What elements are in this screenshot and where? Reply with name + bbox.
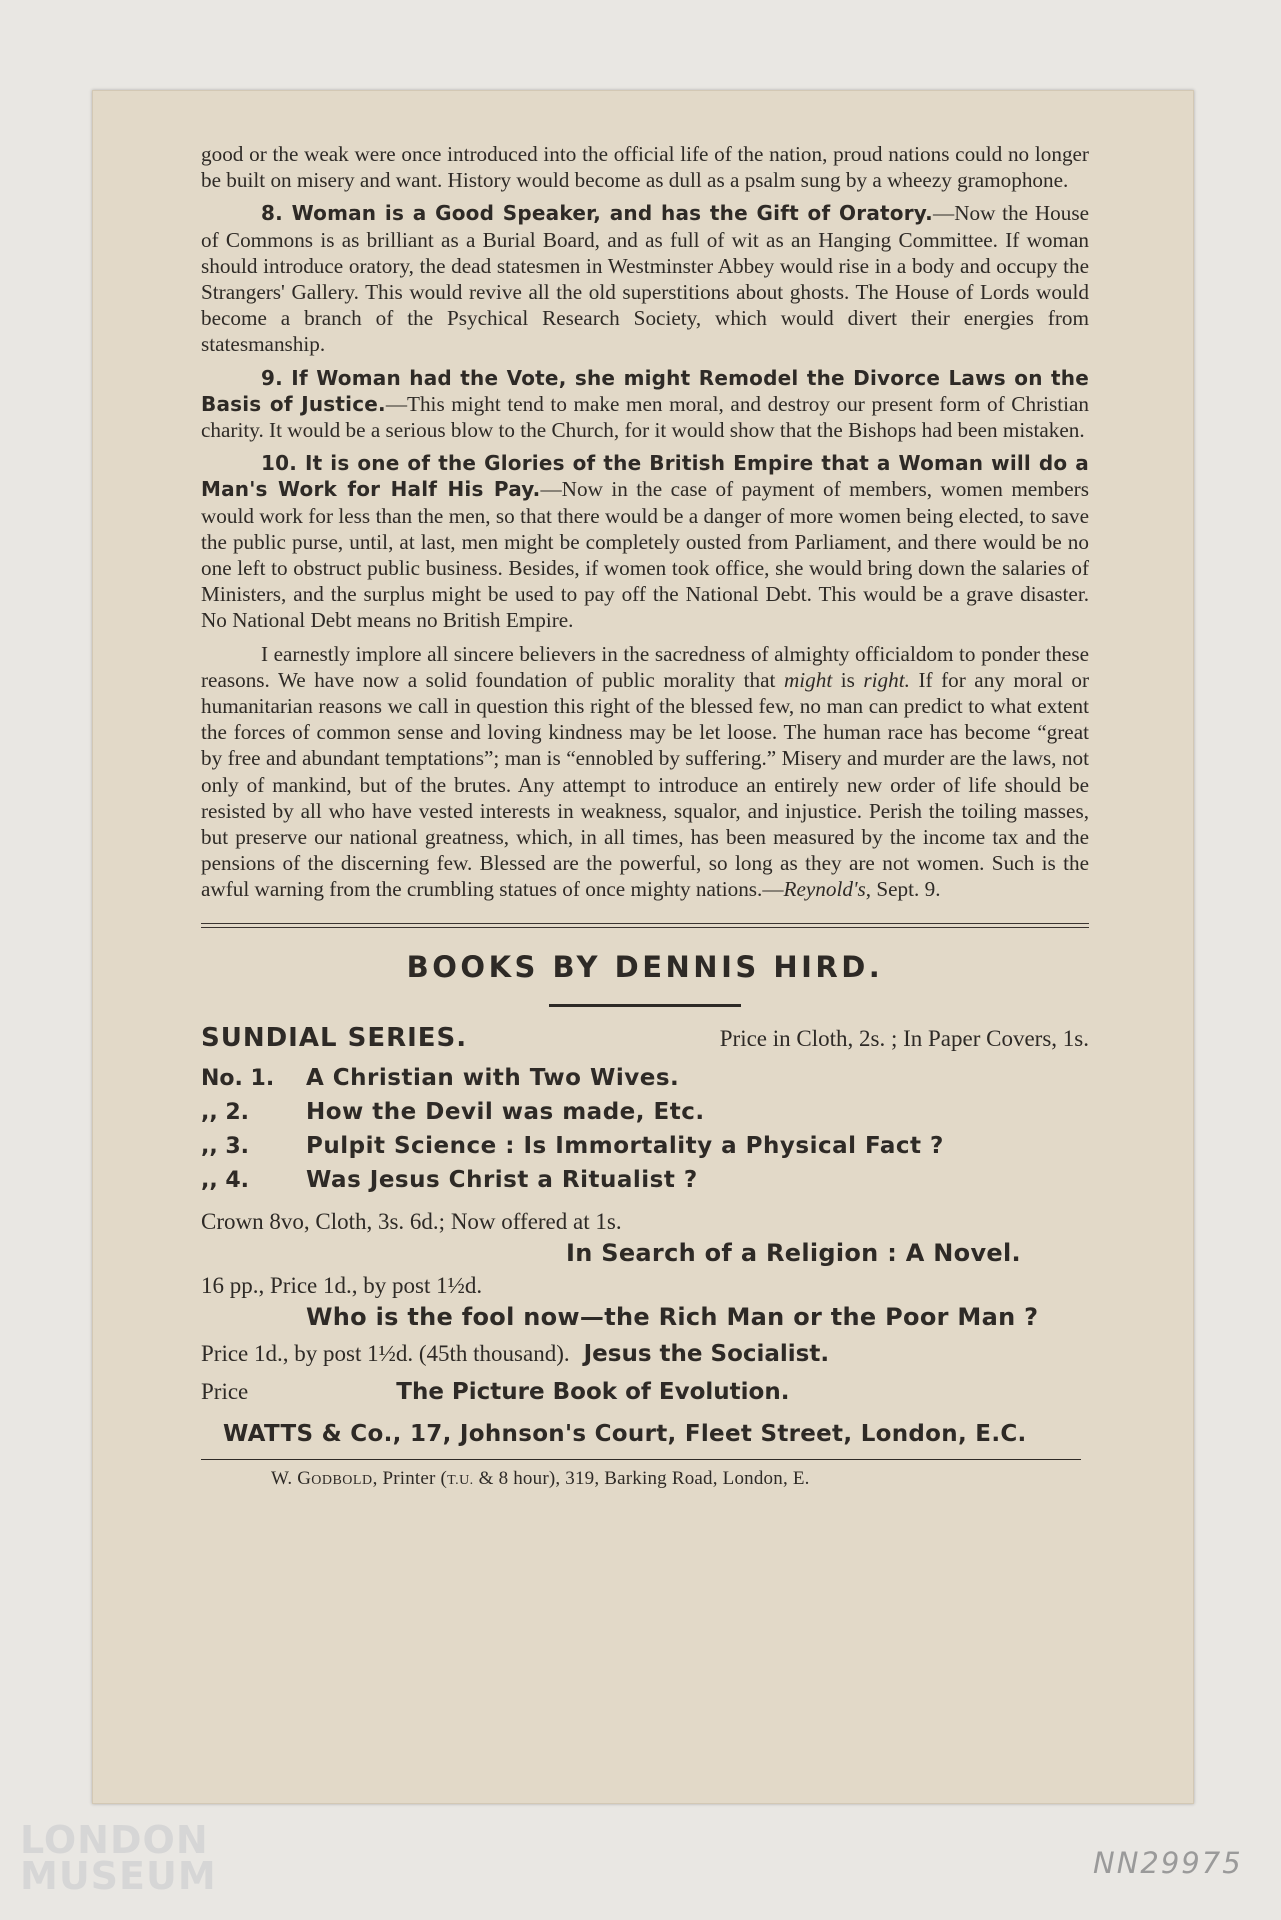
picture-book-price-label: Price xyxy=(201,1378,249,1404)
paragraph-9 xyxy=(201,365,1089,444)
pamphlet-title: Who is the fool now—the Rich Man or the Poor Man ? xyxy=(306,1302,1039,1331)
printer-imprint xyxy=(201,1468,1089,1490)
socialist-title: Jesus the Socialist. xyxy=(583,1340,830,1367)
heading-underline xyxy=(549,1004,741,1007)
italic-right: right. xyxy=(863,667,910,692)
picture-book-line xyxy=(201,1379,1089,1405)
closing-text-b: If for any moral or humanitarian reasons we call in question this right of the blessed few, no man can predict to what extent the forces of common sense and loving kindness may be let loose. The human race has become “great by free and abundant temptations”; man is “ennobled by suffering.” Misery and murder are the laws, not only of mankind, but of the brutes. Any attempt to introduce an entirely new order of life should be resisted by all who have vested interests in weakness, squalor, and injustice. Perish the toiling masses, but preserve our national greatness, which, in all times, has been measured by the income tax and the pensions of the discerning few. Blessed are the powerful, so long as they are not women. Such is the awful warning from the crumbling statues of once mighty nations.— xyxy=(201,667,1090,902)
paragraph-8-heading: 8. Woman is a Good Speaker, and has the Gift of Oratory. xyxy=(261,201,933,226)
item-title: A Christian with Two Wives. xyxy=(306,1064,680,1091)
source-date: , Sept. 9. xyxy=(865,877,941,902)
paragraph-8 xyxy=(201,200,1089,357)
italic-might: might xyxy=(783,667,833,692)
printer-text-2: & 8 hour), 319, Barking Road, London, E. xyxy=(473,1467,810,1489)
item-number: ,, 2. xyxy=(201,1099,250,1125)
item-number: ,, 4. xyxy=(201,1167,250,1193)
printer-initial: W. G xyxy=(271,1467,312,1489)
double-rule-divider xyxy=(201,923,1089,928)
item-number: ,, 3. xyxy=(201,1133,250,1159)
source-citation: Reynold's xyxy=(783,877,866,902)
closing-text-a: I earnestly implore all sincere believers in the sacredness of almighty officialdom to ponder these reasons. We have now a solid foundation of public morality that xyxy=(201,641,1089,692)
item-title: Was Jesus Christ a Ritualist ? xyxy=(306,1166,698,1193)
crown-edition-line: Crown 8vo, Cloth, 3s. 6d.; Now offered at 1s. xyxy=(201,1208,622,1234)
series-header xyxy=(201,1023,1089,1053)
series-price: Price in Cloth, 2s. ; In Paper Covers, 1s. xyxy=(719,1025,1089,1051)
series-item xyxy=(201,1099,1089,1133)
series-name: SUNDIAL SERIES. xyxy=(201,1022,468,1053)
series-item xyxy=(201,1167,1089,1201)
logo-line-1: LONDON xyxy=(20,1818,209,1862)
paragraph-8-text: —Now the House of Commons is as brilliant as a Burial Board, and as full of wit as an Hanging Committee. If woman should introduce oratory, the dead statesmen in Westminster Abbey would rise in a body and occupy the Strangers' Gallery. This would revive all the old superstitions about ghosts. The House of Lords would become a branch of the Psychical Research Society, which would divert their energies from statesmanship. xyxy=(201,201,1090,357)
printer-text-1: , Printer ( xyxy=(372,1467,448,1489)
paragraph-9-heading: 9. If Woman had the Vote, she might Remodel the Divorce Laws on the Basis of Justice. xyxy=(201,365,1089,416)
leaflet-text xyxy=(201,141,1089,903)
series-list xyxy=(201,1065,1089,1201)
publisher-address: WATTS & Co., 17, Johnson's Court, Fleet Street, London, E.C. xyxy=(223,1420,1027,1447)
item-title: How the Devil was made, Etc. xyxy=(306,1098,705,1125)
item-number: No. 1. xyxy=(201,1065,275,1091)
closing-text-is: is xyxy=(832,667,864,692)
closing-paragraph xyxy=(201,641,1089,903)
series-item xyxy=(201,1065,1089,1099)
paragraph-9-text: —This might tend to make men moral, and destroy our present form of Christian charity. It would be a serious blow to the Church, for it would show that the Bishops had been mistaken. xyxy=(201,391,1089,443)
paragraph-10-text: —Now in the case of payment of members, women members would work for less than the men, so that there would be a danger of more women being elected, to save the public purse, until, at last, men might be completely ousted from Parliament, and there would be no one left to obstruct public business. Besides, if women took office, she would bring down the salaries of Ministers, and the surplus might be used to pay off the National Debt. This would be a grave disaster. No National Debt means no British Empire. xyxy=(201,477,1089,633)
item-title: Pulpit Science : Is Immortality a Physical Fact ? xyxy=(306,1132,944,1159)
accession-number: NN29975 xyxy=(1093,1846,1243,1880)
printer-union-mark: T.U. xyxy=(447,1472,474,1488)
books-heading: BOOKS BY DENNIS HIRD. xyxy=(406,949,884,984)
bottom-rule xyxy=(201,1459,1081,1460)
pamphlet-price-line: 16 pp., Price 1d., by post 1½d. xyxy=(201,1272,483,1298)
page-content xyxy=(201,141,1089,1490)
picture-book-title: The Picture Book of Evolution. xyxy=(396,1378,790,1405)
series-item xyxy=(201,1133,1089,1167)
document-page xyxy=(92,90,1243,1880)
socialist-price: Price 1d., by post 1½d. (45th thousand). xyxy=(201,1340,570,1366)
logo-line-2: MUSEUM xyxy=(20,1854,217,1898)
paragraph-10 xyxy=(201,450,1089,633)
paragraph-10-heading: 10. It is one of the Glories of the British Empire that a Woman will do a Man's Work for Half His Pay. xyxy=(201,451,1089,502)
novel-title: In Search of a Religion : A Novel. xyxy=(566,1238,1021,1267)
socialist-line xyxy=(201,1341,1089,1367)
museum-logo xyxy=(20,1818,217,1898)
paragraph-continuation: good or the weak were once introduced into the official life of the nation, proud nations could no longer be built on misery and want. History would become as dull as a psalm sung by a wheezy gramophone. xyxy=(201,142,1089,193)
printer-name-smallcaps: ODBOLD xyxy=(311,1472,373,1488)
